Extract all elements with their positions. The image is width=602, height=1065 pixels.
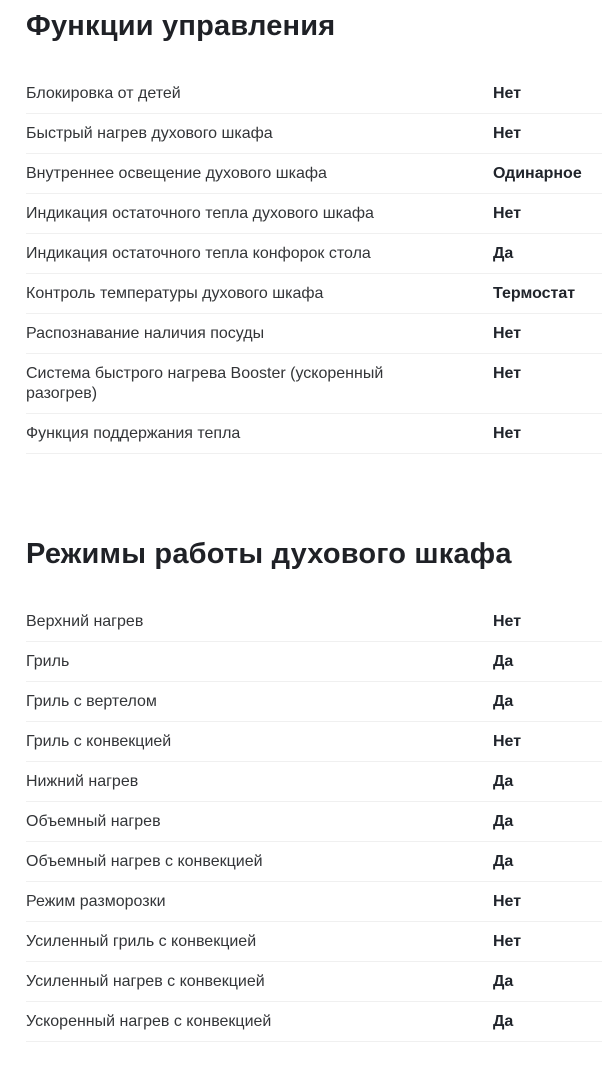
spec-value: Термостат [493, 285, 576, 302]
spec-rows [26, 602, 602, 1042]
spec-row [26, 114, 602, 154]
spec-value: Да [493, 773, 514, 790]
spec-row [26, 922, 602, 962]
spec-row [26, 234, 602, 274]
spec-row [26, 642, 602, 682]
spec-row [26, 414, 602, 454]
spec-value: Да [493, 973, 514, 990]
spec-row [26, 314, 602, 354]
spec-sections-root [26, 8, 602, 1042]
spec-label: Объемный нагрев [26, 813, 161, 830]
spec-value: Да [493, 653, 514, 670]
spec-rows [26, 74, 602, 454]
spec-row [26, 962, 602, 1002]
spec-label: Нижний нагрев [26, 773, 139, 790]
spec-row [26, 722, 602, 762]
spec-row [26, 274, 602, 314]
spec-value: Нет [493, 425, 522, 442]
spec-label: Контроль температуры духового шкафа [26, 285, 324, 302]
spec-label: Система быстрого нагрева Booster (ускоренный разогрев) [26, 365, 384, 402]
spec-row [26, 882, 602, 922]
spec-row [26, 194, 602, 234]
spec-row [26, 762, 602, 802]
spec-row [26, 1002, 602, 1042]
spec-row [26, 602, 602, 642]
spec-label: Объемный нагрев с конвекцией [26, 853, 263, 870]
spec-value: Да [493, 1013, 514, 1030]
spec-label: Блокировка от детей [26, 85, 181, 102]
spec-value: Нет [493, 733, 522, 750]
spec-label: Индикация остаточного тепла конфорок стола [26, 245, 371, 262]
spec-value: Нет [493, 933, 522, 950]
spec-row [26, 154, 602, 194]
spec-label: Гриль [26, 653, 70, 670]
spec-value: Да [493, 245, 514, 262]
spec-value: Да [493, 813, 514, 830]
spec-label: Индикация остаточного тепла духового шкафа [26, 205, 374, 222]
spec-row [26, 802, 602, 842]
spec-value: Нет [493, 325, 522, 342]
spec-label: Ускоренный нагрев с конвекцией [26, 1013, 272, 1030]
spec-section [26, 536, 602, 1042]
spec-label: Гриль с вертелом [26, 693, 157, 710]
spec-value: Да [493, 693, 514, 710]
spec-label: Внутреннее освещение духового шкафа [26, 165, 327, 182]
spec-value: Нет [493, 85, 522, 102]
spec-label: Режим разморозки [26, 893, 166, 910]
spec-value: Да [493, 853, 514, 870]
spec-value: Нет [493, 205, 522, 222]
spec-row [26, 354, 602, 414]
spec-value: Одинарное [493, 165, 582, 182]
spec-label: Усиленный нагрев с конвекцией [26, 973, 265, 990]
spec-label: Верхний нагрев [26, 613, 144, 630]
spec-label: Распознавание наличия посуды [26, 325, 265, 342]
spec-row [26, 682, 602, 722]
spec-value: Нет [493, 125, 522, 142]
spec-label: Гриль с конвекцией [26, 733, 172, 750]
spec-row [26, 74, 602, 114]
spec-row [26, 842, 602, 882]
spec-value: Нет [493, 893, 522, 910]
spec-label: Усиленный гриль с конвекцией [26, 933, 257, 950]
spec-label: Быстрый нагрев духового шкафа [26, 125, 273, 142]
spec-value: Нет [493, 365, 522, 382]
spec-label: Функция поддержания тепла [26, 425, 241, 442]
section-title: Функции управления [26, 10, 336, 42]
spec-section [26, 8, 602, 454]
spec-value: Нет [493, 613, 522, 630]
section-title: Режимы работы духового шкафа [26, 538, 512, 570]
